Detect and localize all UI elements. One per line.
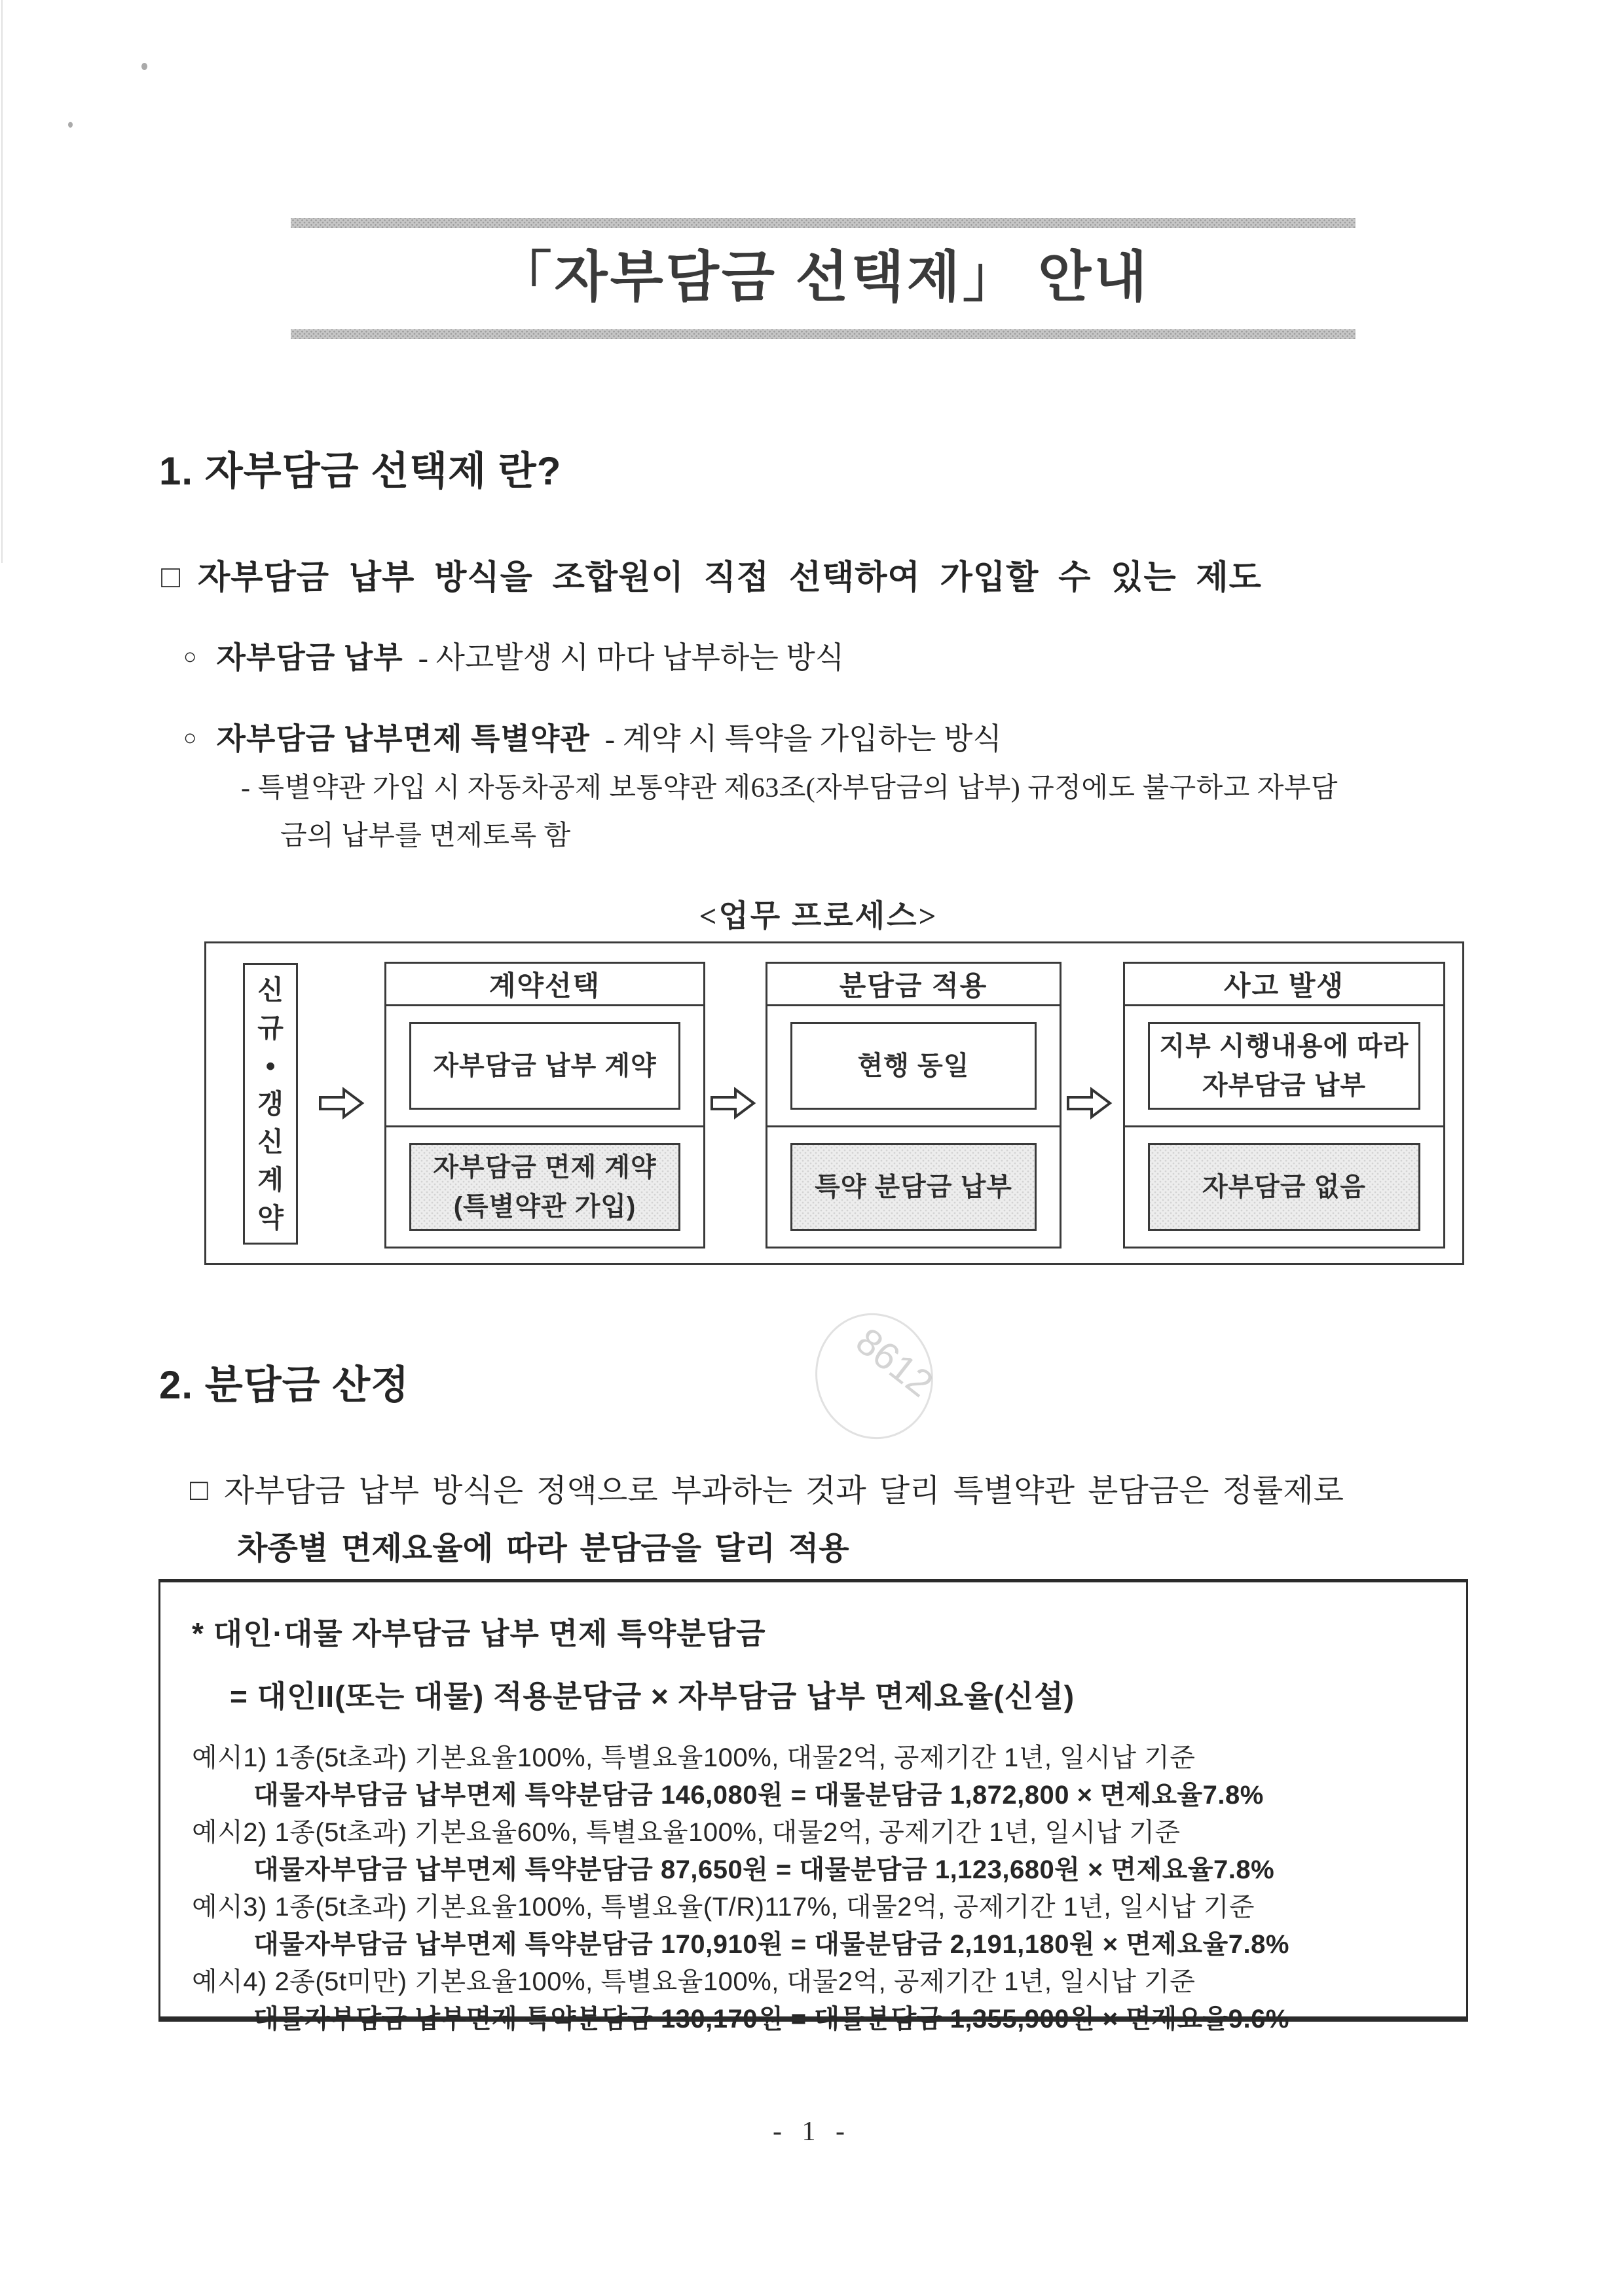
box-label: 지부 시행내용에 따라 bbox=[1159, 1032, 1409, 1061]
circle-bullet-icon: ○ bbox=[183, 645, 197, 669]
section1-intro bbox=[161, 550, 1262, 598]
section1-intro-text: 자부담금 납부 방식을 조합원이 직접 선택하여 가입할 수 있는 제도 bbox=[198, 560, 1262, 596]
example2-condition: 예시2) 1종(5t초과) 기본요율60%, 특별요율100%, 대물2억, 공제기간 1년, 일시납 기준 bbox=[192, 1818, 1181, 1847]
entry-contract-box bbox=[243, 963, 298, 1245]
section2-heading: 2. 분담금 산정 bbox=[159, 1363, 410, 1407]
example4-result: 대물자부담금 납부면제 특약분담금 130,170원 = 대물분담금 1,355,900원 × 면제요율9.6% bbox=[253, 2005, 1289, 2033]
page-title: 「자부담금 선택제」 안내 bbox=[496, 246, 1150, 308]
flow-arrow-icon bbox=[709, 1086, 756, 1120]
title-bottom-rule bbox=[291, 329, 1356, 339]
box-label: (특별약관 가입) bbox=[453, 1192, 637, 1221]
current-same-box bbox=[790, 1022, 1037, 1110]
entry-char: 신 bbox=[257, 1127, 284, 1157]
column-header: 계약선택 bbox=[386, 964, 703, 1006]
column-header: 분담금 적용 bbox=[767, 964, 1060, 1006]
entry-char: 약 bbox=[257, 1203, 284, 1233]
flow-arrow-icon bbox=[1065, 1086, 1113, 1120]
scan-speck bbox=[68, 122, 73, 128]
flow-arrow-icon bbox=[318, 1086, 365, 1120]
example4-condition: 예시4) 2종(5t미만) 기본요율100%, 특별요율100%, 대물2억, 공제기간 1년, 일시납 기준 bbox=[192, 1967, 1196, 1996]
entry-char: 계 bbox=[257, 1165, 284, 1195]
bullet-exemption-sub2: 금의 납부를 면제토록 함 bbox=[280, 821, 571, 851]
column-header: 사고 발생 bbox=[1125, 964, 1443, 1006]
branch-rule-box bbox=[1148, 1022, 1420, 1110]
column-levy-apply bbox=[766, 962, 1061, 1248]
contract-pay-box bbox=[409, 1022, 680, 1110]
box-label: 현행 동일 bbox=[857, 1051, 970, 1080]
handwritten-pencil-note bbox=[799, 1303, 950, 1447]
svg-text:8612: 8612 bbox=[848, 1319, 941, 1406]
section2-para-text1: 자부담금 납부 방식은 정액으로 부과하는 것과 달리 특별약관 분담금은 정률제로 bbox=[223, 1474, 1344, 1508]
no-deductible-box bbox=[1148, 1143, 1420, 1231]
box-label: 자부담금 납부 계약 bbox=[433, 1051, 657, 1080]
column-row bbox=[386, 1127, 703, 1247]
example3-result: 대물자부담금 납부면제 특약분담금 170,910원 = 대물분담금 2,191,180원 × 면제요율7.8% bbox=[253, 1930, 1289, 1959]
bullet-payment-desc: - 사고발생 시 마다 납부하는 방식 bbox=[418, 641, 845, 674]
column-row bbox=[1125, 1127, 1443, 1247]
entry-char: 갱 bbox=[257, 1089, 284, 1119]
bullet-exemption-sub1: - 특별약관 가입 시 자동차공제 보통약관 제63조(자부담금의 납부) 규정에도 불구하고 자부담 bbox=[241, 773, 1338, 803]
formula-expression: = 대인II(또는 대물) 적용분담금 × 자부담금 납부 면제요율(신설) bbox=[230, 1679, 1075, 1713]
example1-condition: 예시1) 1종(5t초과) 기본요율100%, 특별요율100%, 대물2억, 공제기간 1년, 일시납 기준 bbox=[192, 1743, 1196, 1772]
column-row bbox=[767, 1006, 1060, 1127]
entry-char: 규 bbox=[257, 1013, 284, 1043]
bullet-payment bbox=[183, 634, 844, 677]
section2-para-line2: 차종별 면제요율에 따라 분담금을 달리 적용 bbox=[237, 1531, 849, 1566]
box-label: 자부담금 면제 계약 bbox=[433, 1153, 657, 1182]
special-levy-box bbox=[790, 1143, 1037, 1231]
box-label: 자부담금 없음 bbox=[1202, 1173, 1366, 1201]
page-number: - 1 - bbox=[773, 2117, 851, 2147]
scan-edge-artifact bbox=[1, 0, 3, 563]
formula-box-title: * 대인·대물 자부담금 납부 면제 특약분담금 bbox=[192, 1616, 766, 1650]
scan-speck bbox=[141, 63, 147, 70]
bullet-exemption bbox=[183, 715, 1002, 758]
entry-char: • bbox=[265, 1051, 276, 1081]
example-list bbox=[188, 1740, 1439, 2038]
process-diagram-title: <업무 프로세스> bbox=[699, 900, 938, 934]
process-diagram bbox=[204, 941, 1464, 1265]
example3-condition: 예시3) 1종(5t초과) 기본요율100%, 특별요율(T/R)117%, 대물2억, 공제기간 1년, 일시납 기준 bbox=[192, 1893, 1255, 1922]
bullet-exemption-desc: - 계약 시 특약을 가입하는 방식 bbox=[604, 722, 1002, 756]
box-label: 특약 분담금 납부 bbox=[815, 1173, 1012, 1201]
column-contract-select bbox=[384, 962, 705, 1248]
bullet-payment-term: 자부담금 납부 bbox=[216, 641, 403, 674]
section1-heading: 1. 자부담금 선택제 란? bbox=[159, 449, 562, 493]
square-bullet-icon: □ bbox=[161, 560, 181, 594]
title-top-rule bbox=[291, 218, 1356, 228]
column-row bbox=[386, 1006, 703, 1127]
square-bullet-icon: □ bbox=[190, 1473, 208, 1506]
column-row bbox=[1125, 1006, 1443, 1127]
box-label: 자부담금 납부 bbox=[1202, 1071, 1366, 1100]
contract-exempt-box bbox=[409, 1143, 680, 1231]
example1-result: 대물자부담금 납부면제 특약분담금 146,080원 = 대물분담금 1,872,800 × 면제요율7.8% bbox=[253, 1781, 1264, 1810]
column-accident bbox=[1123, 962, 1445, 1248]
example2-result: 대물자부담금 납부면제 특약분담금 87,650원 = 대물분담금 1,123,680원 × 면제요율7.8% bbox=[253, 1855, 1275, 1884]
circle-bullet-icon: ○ bbox=[183, 726, 197, 750]
section2-para-line1 bbox=[190, 1465, 1344, 1510]
bullet-exemption-term: 자부담금 납부면제 특별약관 bbox=[216, 722, 590, 756]
column-row bbox=[767, 1127, 1060, 1247]
formula-box bbox=[158, 1579, 1468, 2033]
entry-char: 신 bbox=[257, 975, 284, 1005]
